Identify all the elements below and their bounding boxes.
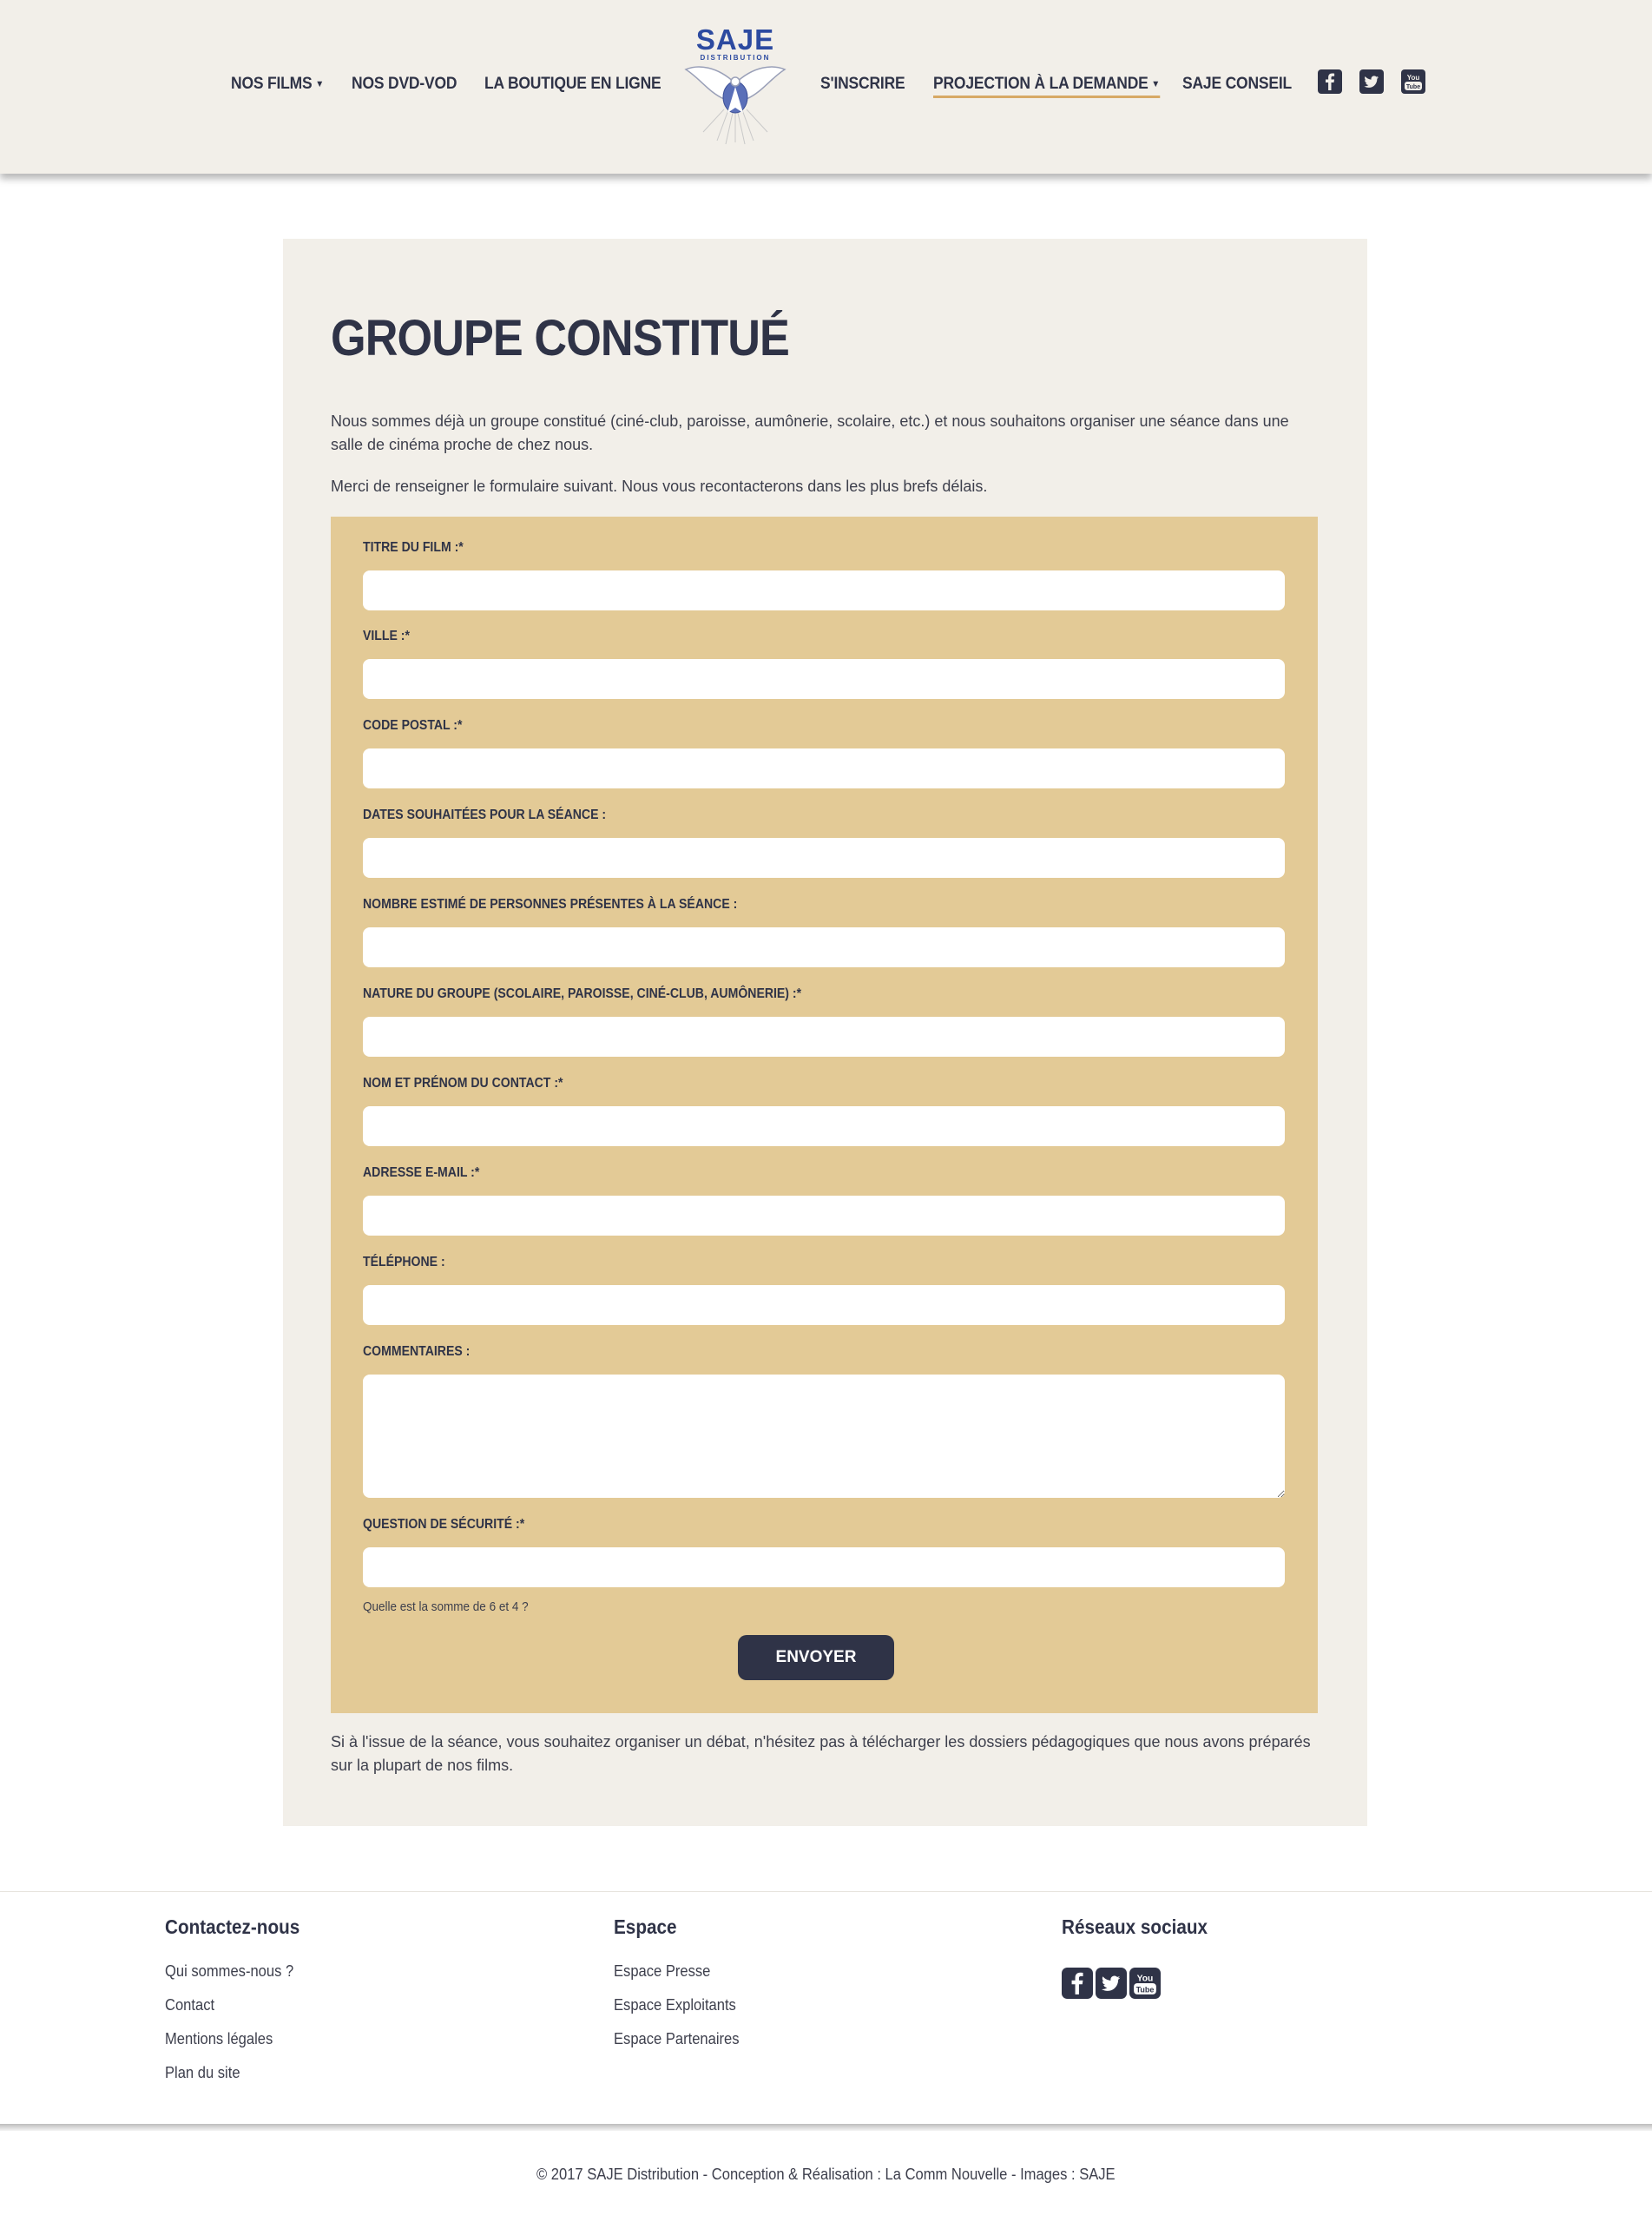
- attendees-label: NOMBRE ESTIMÉ DE PERSONNES PRÉSENTES À LA SÉANCE :: [363, 897, 738, 912]
- footer-link-sitemap[interactable]: Plan du site: [165, 2064, 240, 2081]
- footer-divider: [0, 2124, 1652, 2131]
- city-input[interactable]: [363, 659, 1285, 699]
- footer-link-press[interactable]: Espace Presse: [614, 1962, 711, 1980]
- email-label: ADRESSE E-MAIL :*: [363, 1165, 480, 1180]
- nav-boutique-en-ligne[interactable]: [484, 73, 661, 96]
- film-title-input[interactable]: [363, 570, 1285, 610]
- nav-nos-films[interactable]: [231, 73, 324, 96]
- site-header: [0, 0, 1652, 174]
- instructions-paragraph: Merci de renseigner le formulaire suivant. Nous vous recontacterons dans les plus brefs délais.: [331, 478, 988, 495]
- email-input[interactable]: [363, 1196, 1285, 1236]
- city-label: VILLE :*: [363, 629, 410, 643]
- nav-saje-conseil[interactable]: [1182, 73, 1292, 96]
- intro-paragraph: Nous sommes déjà un groupe constitué (ciné-club, paroisse, aumônerie, scolaire, etc.) et nous souhaitons organiser une séance dans une salle de cinéma proche de chez nous.: [331, 412, 1289, 453]
- footer-link-about[interactable]: Qui sommes-nous ?: [165, 1962, 294, 1980]
- footer-separator: [0, 1891, 1652, 1892]
- nav-sinscrire[interactable]: [820, 73, 905, 96]
- facebook-icon[interactable]: [1062, 1968, 1093, 1999]
- contact-name-label: NOM ET PRÉNOM DU CONTACT :*: [363, 1076, 563, 1091]
- youtube-icon[interactable]: [1129, 1968, 1161, 1999]
- nav-label: LA BOUTIQUE EN LIGNE: [484, 75, 661, 93]
- saje-logo[interactable]: [682, 24, 788, 146]
- footer-link-legal[interactable]: Mentions légales: [165, 2030, 273, 2047]
- youtube-icon[interactable]: [1401, 69, 1425, 94]
- copyright-label: © 2017 SAJE Distribution - Conception & Réalisation : La Comm Nouvelle - Images : SAJE: [536, 2166, 1116, 2183]
- footer-link-contact[interactable]: Contact: [165, 1996, 215, 2014]
- svg-text:Tube: Tube: [1405, 84, 1421, 90]
- postal-code-input[interactable]: [363, 748, 1285, 788]
- security-question-hint: Quelle est la somme de 6 et 4 ?: [363, 1599, 529, 1614]
- facebook-icon[interactable]: [1318, 69, 1342, 94]
- comments-textarea[interactable]: [363, 1375, 1285, 1498]
- footer-heading-social: Réseaux sociaux: [1062, 1915, 1208, 1938]
- nav-label: NOS FILMS: [231, 75, 313, 93]
- svg-text:Tube: Tube: [1135, 1985, 1155, 1995]
- group-type-label: NATURE DU GROUPE (SCOLAIRE, PAROISSE, CINÉ-CLUB, AUMÔNERIE) :*: [363, 986, 802, 1001]
- nav-projection-a-la-demande[interactable]: [933, 73, 1160, 98]
- contact-name-input[interactable]: [363, 1106, 1285, 1146]
- attendees-input[interactable]: [363, 927, 1285, 967]
- film-title-label: TITRE DU FILM :*: [363, 540, 464, 555]
- twitter-icon[interactable]: [1096, 1968, 1127, 1999]
- twitter-icon[interactable]: [1359, 69, 1384, 94]
- outro-paragraph: Si à l'issue de la séance, vous souhaitez organiser un débat, n'hésitez pas à télécharger les dossiers pédagogiques que nous avons préparés sur la plupart de nos films.: [331, 1733, 1311, 1774]
- chevron-down-icon: ▼: [315, 79, 325, 89]
- copyright-text: [0, 2166, 1652, 2184]
- footer-heading-contact: Contactez-nous: [165, 1915, 300, 1938]
- submit-button[interactable]: ENVOYER: [738, 1635, 894, 1680]
- dates-input[interactable]: [363, 838, 1285, 878]
- logo-subtitle: DISTRIBUTION: [700, 54, 771, 62]
- svg-text:You: You: [1136, 1974, 1154, 1984]
- phone-label: TÉLÉPHONE :: [363, 1255, 445, 1269]
- chevron-down-icon: ▼: [1151, 79, 1161, 89]
- footer-link-partners[interactable]: Espace Partenaires: [614, 2030, 740, 2047]
- phone-input[interactable]: [363, 1285, 1285, 1325]
- dove-icon: [682, 57, 788, 146]
- security-answer-input[interactable]: [363, 1547, 1285, 1587]
- comments-label: COMMENTAIRES :: [363, 1344, 471, 1359]
- postal-code-label: CODE POSTAL :*: [363, 718, 463, 733]
- footer-link-exhibitors[interactable]: Espace Exploitants: [614, 1996, 736, 2014]
- logo-title: SAJE: [695, 23, 775, 56]
- group-type-input[interactable]: [363, 1017, 1285, 1057]
- page-title: GROUPE CONSTITUÉ: [331, 310, 789, 366]
- nav-label: SAJE CONSEIL: [1182, 75, 1293, 93]
- security-question-label: QUESTION DE SÉCURITÉ :*: [363, 1517, 525, 1532]
- nav-nos-dvd-vod[interactable]: [352, 73, 457, 96]
- nav-label: NOS DVD-VOD: [352, 75, 457, 93]
- nav-label: PROJECTION À LA DEMANDE: [933, 75, 1149, 93]
- footer-heading-espace: Espace: [614, 1915, 677, 1938]
- svg-text:You: You: [1406, 74, 1420, 82]
- nav-label: S'INSCRIRE: [820, 75, 905, 93]
- dates-label: DATES SOUHAITÉES POUR LA SÉANCE :: [363, 808, 607, 822]
